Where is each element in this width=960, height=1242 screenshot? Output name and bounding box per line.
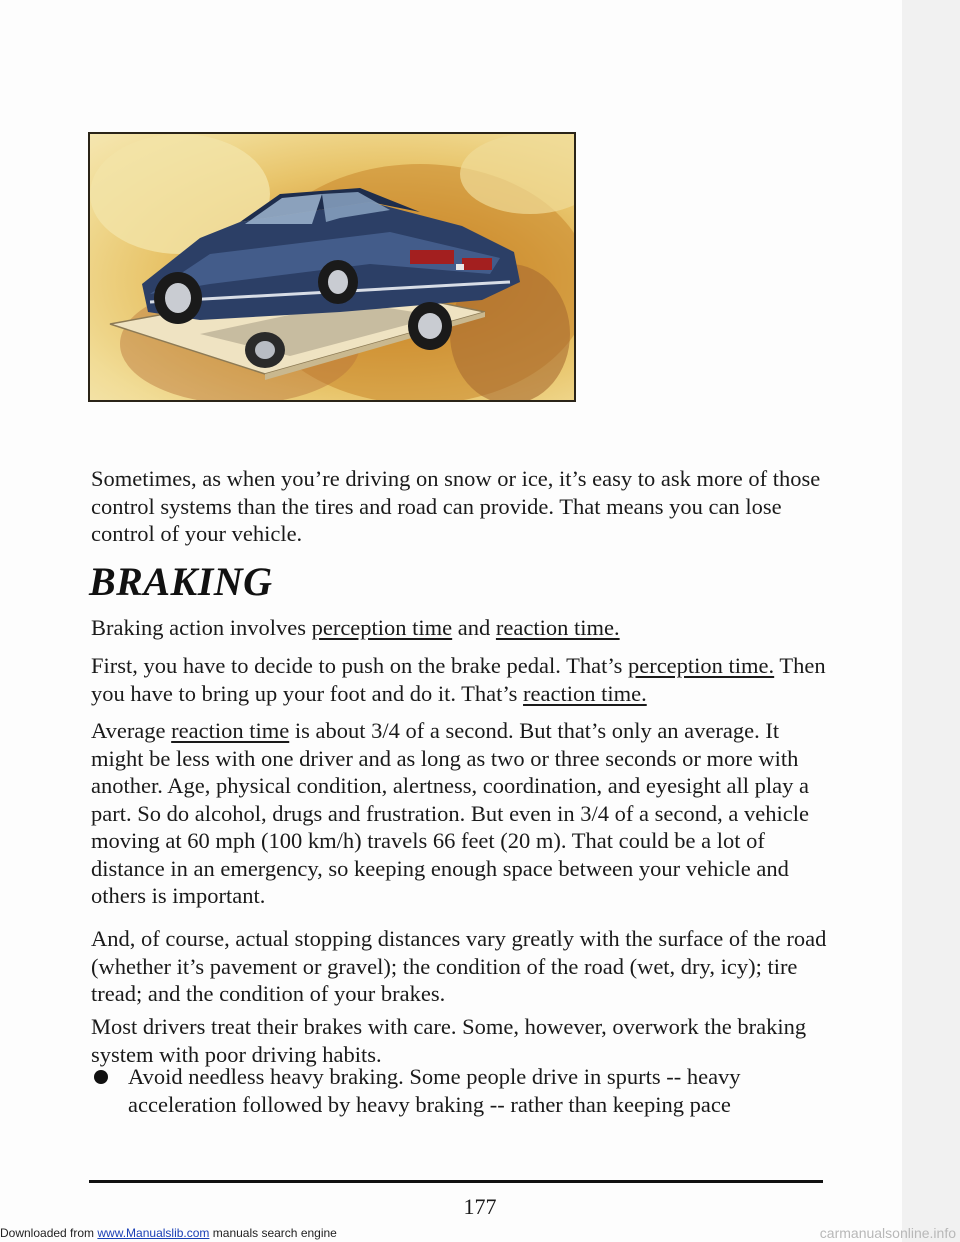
term-reaction-time: reaction time. (495, 615, 620, 640)
footer-suffix: manuals search engine (209, 1226, 337, 1240)
text: and (452, 615, 496, 640)
footer-prefix: Downloaded from (0, 1226, 98, 1240)
text: Average (91, 718, 172, 743)
term-reaction-time: reaction time. (523, 680, 647, 706)
term-reaction-time: reaction time (171, 718, 290, 743)
watermark-text: carmanualsonline.info (819, 1225, 956, 1241)
text: is about 3/4 of a second. But that’s only an average. It might be less with one driver and as long as two or three seconds or more with another. Age, physical condition, alertness, coordination, and eyesight all play a part. So do alcohol, drugs and frustration. But even in 3/4 of a second, a vehicle moving at 60 mph (100 km/h) travels 66 feet (20 m). That could be a lot of distance in an emergency, so keeping enough space between your vehicle and others is important. (91, 718, 809, 908)
page-number: 177 (463, 1194, 497, 1219)
term-perception-time: perception time (311, 615, 453, 640)
page-margin-shade (902, 0, 960, 1242)
car-on-platform-illustration (88, 132, 576, 402)
braking-intro-paragraph (91, 614, 831, 642)
bullet-item: Avoid needless heavy braking. Some people drive in spurts -- heavy acceleration followed by heavy braking -- rather than keeping pace (128, 1064, 741, 1117)
average-reaction-paragraph (91, 717, 831, 910)
text: First, you have to decide to push on the brake pedal. That’s (91, 653, 628, 678)
section-heading: BRAKING (89, 559, 273, 604)
bullet-icon (94, 1070, 108, 1084)
brake-habits-paragraph: Most drivers treat their brakes with care. Some, however, overwork the braking system with poor driving habits. (91, 1014, 807, 1067)
stopping-distance-paragraph: And, of course, actual stopping distances vary greatly with the surface of the road (whether it’s pavement or gravel); the condition of the road (wet, dry, icy); tire tread; and the condition of your brakes. (91, 926, 827, 1006)
manualslib-link[interactable]: www.Manualslib.com (97, 1226, 210, 1240)
text: Braking action involves (91, 615, 312, 640)
footer-rule (89, 1180, 823, 1183)
download-footer (0, 1226, 337, 1240)
term-perception-time: perception time. (627, 653, 775, 678)
text: Then you have to bring up your foot and do it. That’s (91, 653, 826, 706)
perception-reaction-paragraph (91, 652, 831, 707)
intro-paragraph: Sometimes, as when you’re driving on snow or ice, it’s easy to ask more of those control systems than the tires and road can provide. That means you can lose control of your vehicle. (91, 466, 821, 546)
